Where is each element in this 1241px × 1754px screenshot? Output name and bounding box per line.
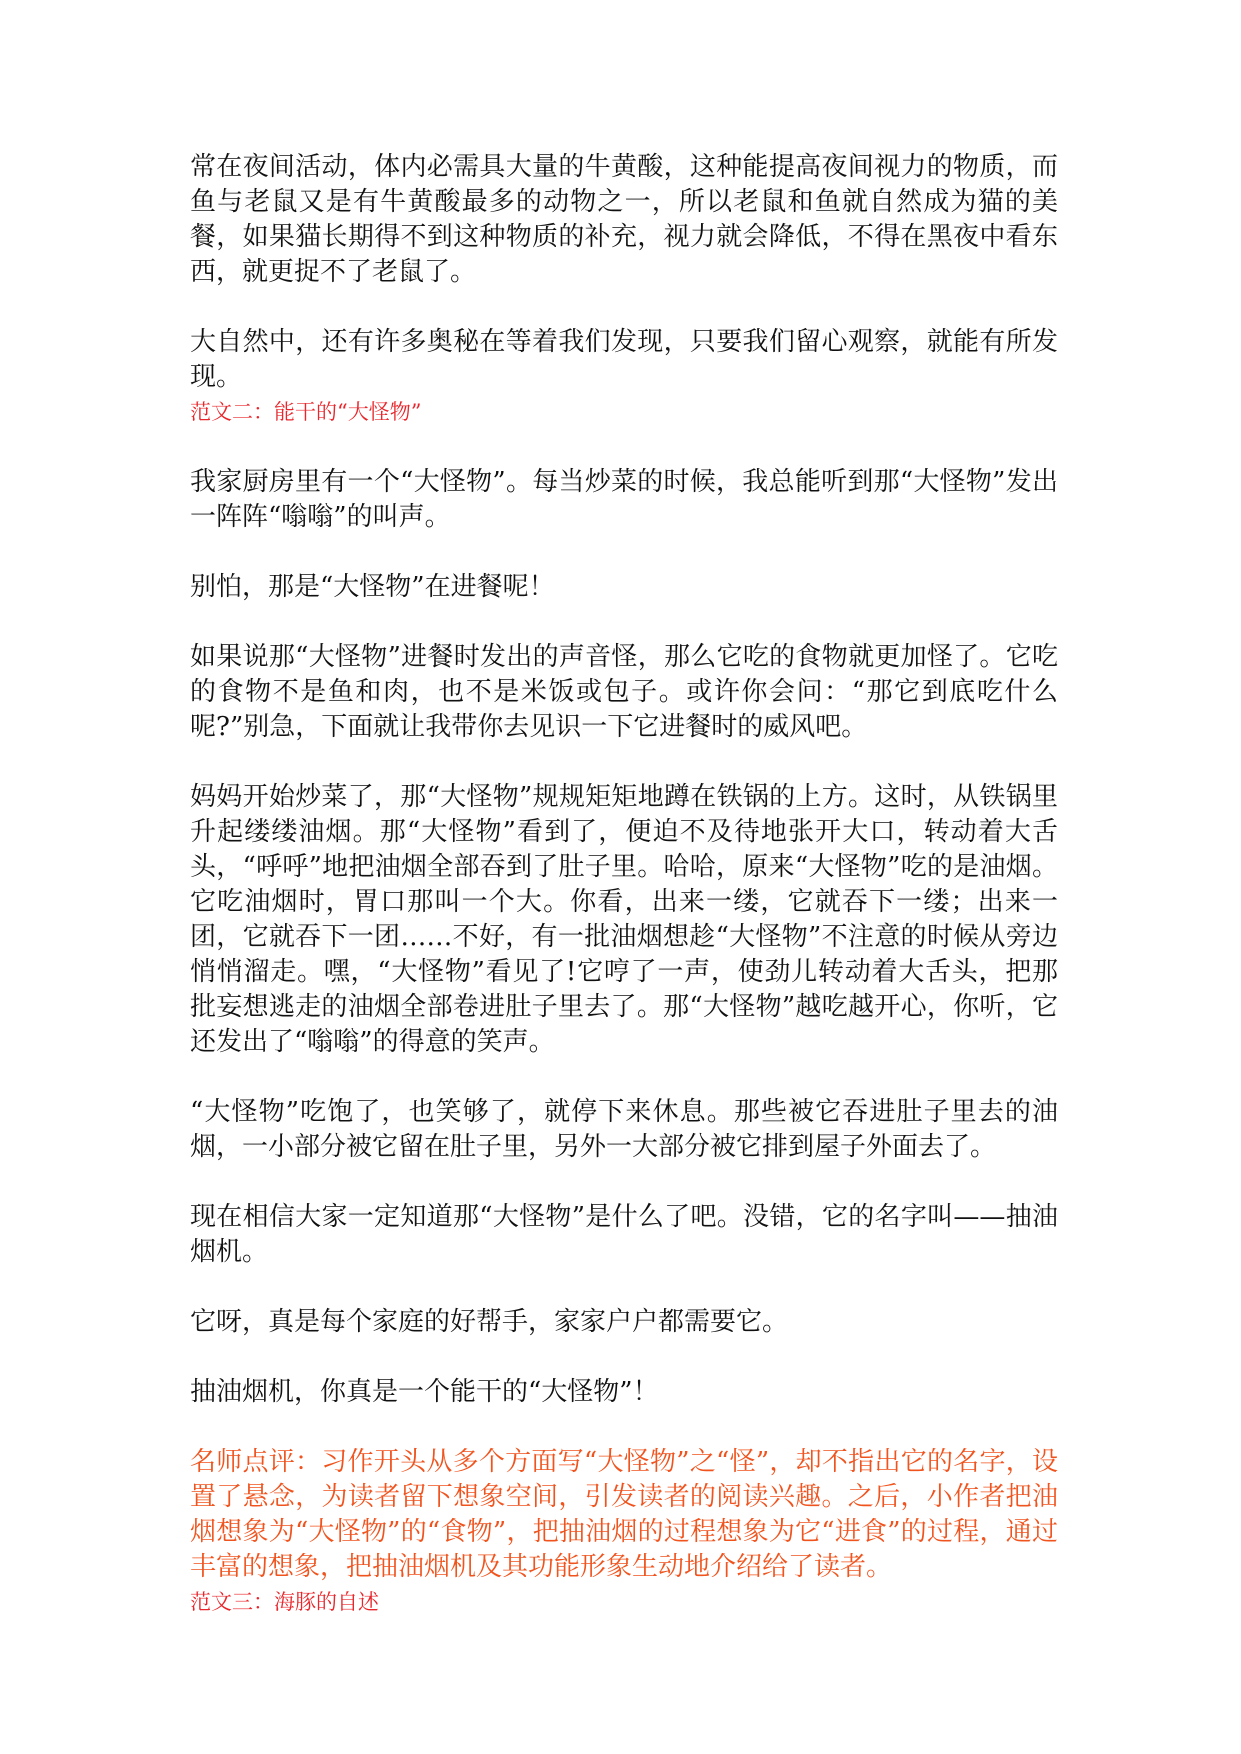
document-page xyxy=(190,150,1058,1620)
essay2-paragraph-3: 如果说那“大怪物”进餐时发出的声音怪，那么它吃的食物就更加怪了。它吃的食物不是鱼和肉，也不是米饭或包子。或许你会问：“那它到底吃什么呢?”别急，下面就让我带你去见识一下它进餐时的威风吧。 xyxy=(190,642,1058,742)
intro-paragraph-1: 常在夜间活动，体内必需具大量的牛黄酸，这种能提高夜间视力的物质，而鱼与老鼠又是有牛黄酸最多的动物之一，所以老鼠和鱼就自然成为猫的美餐，如果猫长期得不到这种物质的补充，视力就会降低，不得在黑夜中看东西，就更捉不了老鼠了。 xyxy=(190,152,1058,287)
intro-paragraph-2: 大自然中，还有许多奥秘在等着我们发现，只要我们留心观察，就能有所发现。 xyxy=(190,327,1058,392)
essay2-paragraph-1: 我家厨房里有一个“大怪物”。每当炒菜的时候，我总能听到那“大怪物”发出一阵阵“嗡嗡”的叫声。 xyxy=(190,467,1058,532)
essay2-paragraph-6: 现在相信大家一定知道那“大怪物”是什么了吧。没错，它的名字叫——抽油烟机。 xyxy=(190,1202,1058,1267)
teacher-review: 名师点评：习作开头从多个方面写“大怪物”之“怪”，却不指出它的名字，设置了悬念，为读者留下想象空间，引发读者的阅读兴趣。之后，小作者把油烟想象为“大怪物”的“食物”，把抽油烟的过程想象为它“进食”的过程，通过丰富的想象，把抽油烟机及其功能形象生动地介绍给了读者。 xyxy=(190,1447,1058,1582)
essay2-paragraph-5: “大怪物”吃饱了，也笑够了，就停下来休息。那些被它吞进肚子里去的油烟，一小部分被它留在肚子里，另外一大部分被它排到屋子外面去了。 xyxy=(190,1097,1058,1162)
essay2-paragraph-8: 抽油烟机，你真是一个能干的“大怪物”！ xyxy=(190,1377,659,1407)
essay2-paragraph-7: 它呀，真是每个家庭的好帮手，家家户户都需要它。 xyxy=(190,1307,789,1337)
essay3-title: 范文三：海豚的自述 xyxy=(190,1590,379,1614)
essay2-title: 范文二：能干的“大怪物” xyxy=(190,400,422,424)
essay2-paragraph-4: 妈妈开始炒菜了，那“大怪物”规规矩矩地蹲在铁锅的上方。这时，从铁锅里升起缕缕油烟。那“大怪物”看到了，便迫不及待地张开大口，转动着大舌头，“呼呼”地把油烟全部吞到了肚子里。哈哈，原来“大怪物”吃的是油烟。它吃油烟时，胃口那叫一个大。你看，出来一缕，它就吞下一缕；出来一团，它就吞下一团……不好，有一批油烟想趁“大怪物”不注意的时候从旁边悄悄溜走。嘿，“大怪物”看见了!它哼了一声，使劲儿转动着大舌头，把那批妄想逃走的油烟全部卷进肚子里去了。那“大怪物”越吃越开心，你听，它还发出了“嗡嗡”的得意的笑声。 xyxy=(190,782,1058,1057)
essay2-paragraph-2: 别怕，那是“大怪物”在进餐呢！ xyxy=(190,572,555,602)
